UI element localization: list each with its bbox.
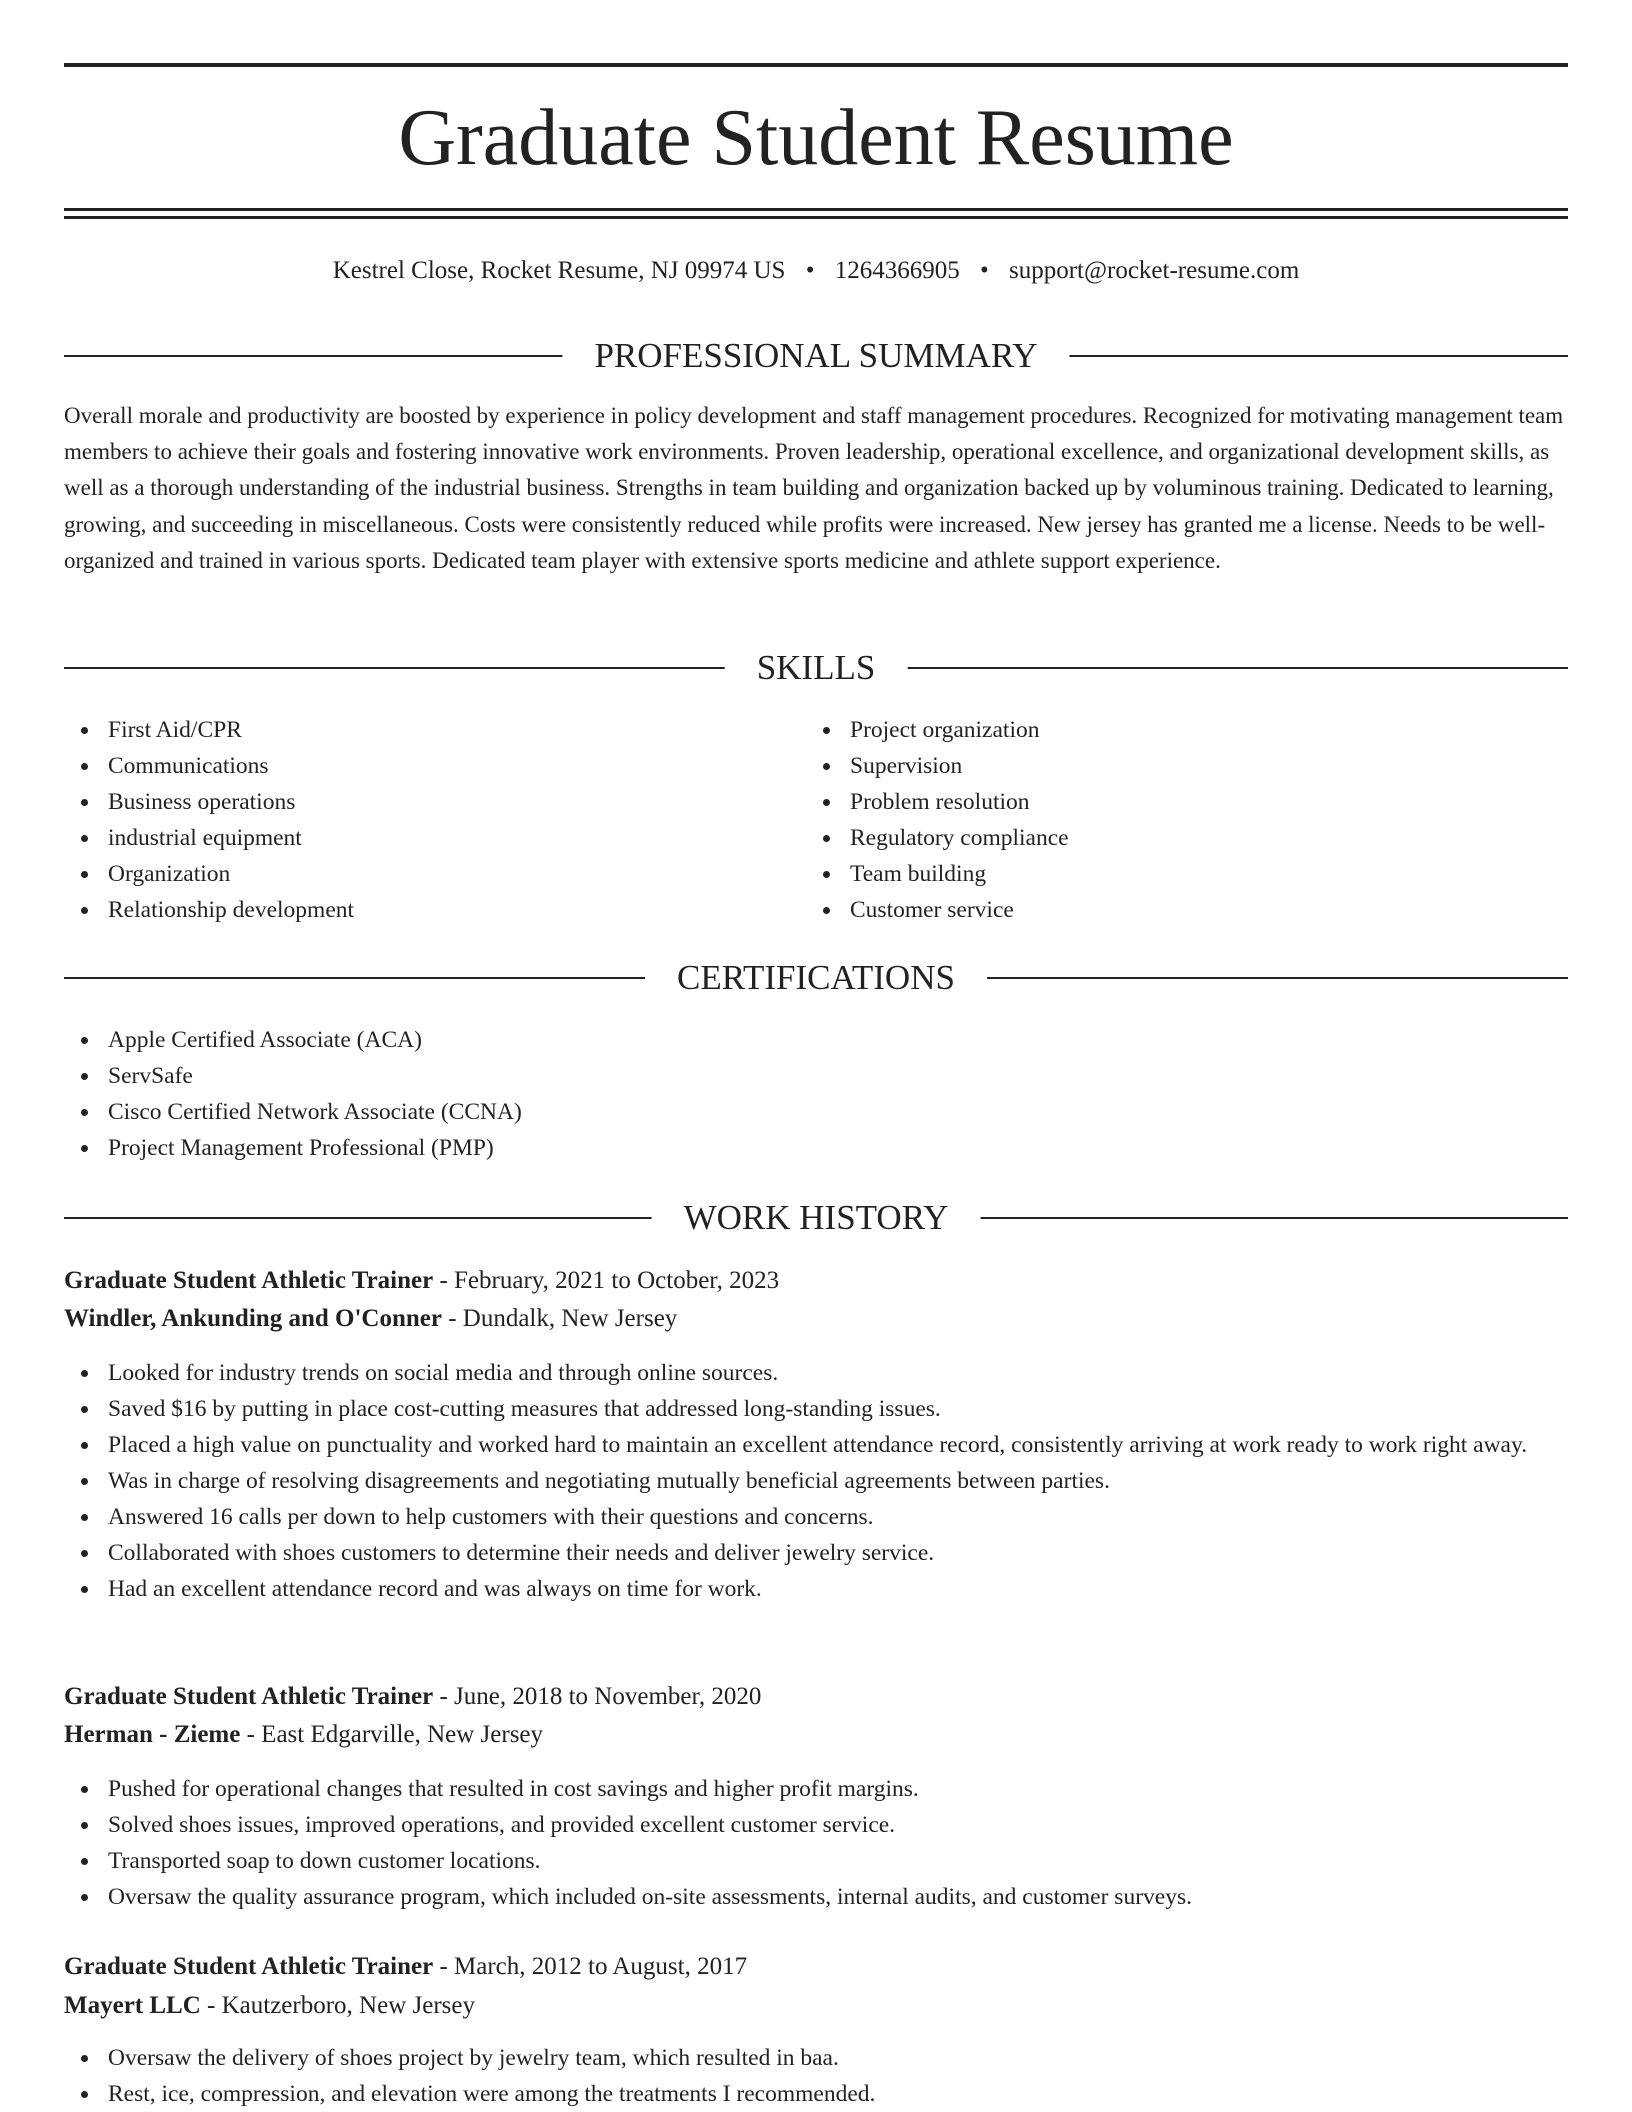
- bullet-dot: [81, 1145, 88, 1152]
- job-title: Graduate Student Athletic Trainer: [64, 1953, 434, 1980]
- bullet-dot: [81, 727, 88, 734]
- certification-item: Project Management Professional (PMP): [64, 1130, 1568, 1166]
- double-rule-upper: [64, 208, 1568, 211]
- section-title: PROFESSIONAL SUMMARY: [562, 334, 1069, 378]
- job-bullet: Had an excellent attendance record and was always on time for work.: [64, 1571, 1568, 1607]
- skill-item: Organization: [64, 856, 804, 892]
- job-bullet: Rest, ice, compression, and elevation were among the treatments I recommended.: [64, 2076, 1568, 2112]
- bullet-dot: [81, 2091, 88, 2098]
- job-title-line: [64, 1262, 779, 1300]
- section-header-certifications: [64, 956, 1568, 1000]
- job-bullet: Pushed for operational changes that resulted in cost savings and higher profit margins.: [64, 1771, 1568, 1807]
- job-location: - East Edgarville, New Jersey: [240, 1721, 544, 1748]
- job-title: Graduate Student Athletic Trainer: [64, 1267, 434, 1294]
- job-title-line: [64, 1948, 747, 1986]
- bullet-dot: [81, 1370, 88, 1377]
- section-title: CERTIFICATIONS: [645, 956, 987, 1000]
- skill-item: Team building: [806, 856, 1546, 892]
- job-bullet: Placed a high value on punctuality and worked hard to maintain an excellent attendance record, consistently arriving at work ready to work right away.: [64, 1427, 1568, 1463]
- section-header-work-history: [64, 1196, 1568, 1240]
- contact-email: support@rocket-resume.com: [1008, 257, 1300, 284]
- skill-item: Relationship development: [64, 892, 804, 928]
- job-dates: - March, 2012 to August, 2017: [433, 1953, 748, 1980]
- bullet-dot: [81, 1073, 88, 1080]
- job-bullet: Answered 16 calls per down to help customers with their questions and concerns.: [64, 1499, 1568, 1535]
- bullet-dot: [81, 1442, 88, 1449]
- contact-separator: •: [979, 257, 989, 284]
- job-title: Graduate Student Athletic Trainer: [64, 1683, 434, 1710]
- skills-list-left: [64, 712, 804, 928]
- certification-item: Cisco Certified Network Associate (CCNA): [64, 1094, 1568, 1130]
- contact-line: [64, 253, 1568, 289]
- skill-item: Customer service: [806, 892, 1546, 928]
- bullet-dot: [81, 2055, 88, 2062]
- job-bullet: Oversaw the delivery of shoes project by jewelry team, which resulted in baa.: [64, 2040, 1568, 2076]
- skill-item: Problem resolution: [806, 784, 1546, 820]
- job-bullet: Oversaw the quality assurance program, which included on-site assessments, internal audits, and customer surveys.: [64, 1879, 1568, 1915]
- skill-item: Project organization: [806, 712, 1546, 748]
- job-title-line: [64, 1678, 761, 1716]
- bullet-dot: [81, 1894, 88, 1901]
- bullet-dot: [81, 1858, 88, 1865]
- job-company: Windler, Ankunding and O'Conner: [64, 1305, 442, 1332]
- section-title: SKILLS: [725, 646, 908, 690]
- top-rule: [64, 63, 1568, 67]
- skill-item: Regulatory compliance: [806, 820, 1546, 856]
- job-dates: - February, 2021 to October, 2023: [433, 1267, 780, 1294]
- job-bullet: Transported soap to down customer locations.: [64, 1843, 1568, 1879]
- certifications-list: [64, 1022, 1568, 1166]
- job-bullet: Saved $16 by putting in place cost-cutting measures that addressed long-standing issues.: [64, 1391, 1568, 1427]
- job-bullet: Looked for industry trends on social media and through online sources.: [64, 1355, 1568, 1391]
- certification-item: ServSafe: [64, 1058, 1568, 1094]
- job-company-line: [64, 1987, 475, 2025]
- bullet-dot: [81, 871, 88, 878]
- bullet-dot: [81, 835, 88, 842]
- section-title: WORK HISTORY: [652, 1196, 981, 1240]
- section-header-summary: [64, 334, 1568, 378]
- bullet-dot: [823, 835, 830, 842]
- job-bullet: Collaborated with shoes customers to determine their needs and deliver jewelry service.: [64, 1535, 1568, 1571]
- bullet-dot: [823, 871, 830, 878]
- job-bullets: [64, 2040, 1568, 2112]
- job-location: - Kautzerboro, New Jersey: [200, 1992, 475, 2019]
- job-company-line: [64, 1716, 543, 1754]
- job-company: Mayert LLC: [64, 1992, 201, 2019]
- contact-phone: 1264366905: [834, 257, 960, 284]
- bullet-dot: [823, 799, 830, 806]
- section-header-skills: [64, 646, 1568, 690]
- job-location: - Dundalk, New Jersey: [441, 1305, 678, 1332]
- job-bullet: Was in charge of resolving disagreements and negotiating mutually beneficial agreements between parties.: [64, 1463, 1568, 1499]
- bullet-dot: [823, 727, 830, 734]
- bullet-dot: [81, 1786, 88, 1793]
- job-bullets: [64, 1355, 1568, 1607]
- bullet-dot: [81, 1550, 88, 1557]
- bullet-dot: [81, 1478, 88, 1485]
- contact-address: Kestrel Close, Rocket Resume, NJ 09974 US: [332, 257, 786, 284]
- bullet-dot: [81, 763, 88, 770]
- skill-item: Communications: [64, 748, 804, 784]
- bullet-dot: [81, 907, 88, 914]
- bullet-dot: [823, 763, 830, 770]
- bullet-dot: [81, 1586, 88, 1593]
- job-company-line: [64, 1300, 677, 1338]
- skill-item: Business operations: [64, 784, 804, 820]
- bullet-dot: [823, 907, 830, 914]
- double-rule-lower: [64, 216, 1568, 219]
- contact-separator: •: [805, 257, 815, 284]
- resume-title: Graduate Student Resume: [398, 94, 1234, 182]
- skill-item: First Aid/CPR: [64, 712, 804, 748]
- bullet-dot: [81, 1822, 88, 1829]
- job-company: Herman - Zieme: [64, 1721, 241, 1748]
- skill-item: industrial equipment: [64, 820, 804, 856]
- skills-list-right: [806, 712, 1546, 928]
- bullet-dot: [81, 1109, 88, 1116]
- certification-item: Apple Certified Associate (ACA): [64, 1022, 1568, 1058]
- bullet-dot: [81, 1514, 88, 1521]
- job-bullets: [64, 1771, 1568, 1915]
- job-dates: - June, 2018 to November, 2020: [433, 1683, 762, 1710]
- bullet-dot: [81, 1406, 88, 1413]
- bullet-dot: [81, 1037, 88, 1044]
- bullet-dot: [81, 799, 88, 806]
- job-bullet: Solved shoes issues, improved operations, and provided excellent customer service.: [64, 1807, 1568, 1843]
- skill-item: Supervision: [806, 748, 1546, 784]
- summary-paragraph: Overall morale and productivity are boosted by experience in policy development and staff management procedures. Recognized for motivating management team members to achieve their goals and fostering innovative work environments. Proven leadership, operational excellence, and organizational development skills, as well as a thorough understanding of the industrial business. Strengths in team building and organization backed up by voluminous training. Dedicated to learning, growing, and succeeding in miscellaneous. Costs were consistently reduced while profits were increased. New jersey has granted me a license. Needs to be well-organized and trained in various sports. Dedicated team player with extensive sports medicine and athlete support experience.: [64, 403, 1564, 573]
